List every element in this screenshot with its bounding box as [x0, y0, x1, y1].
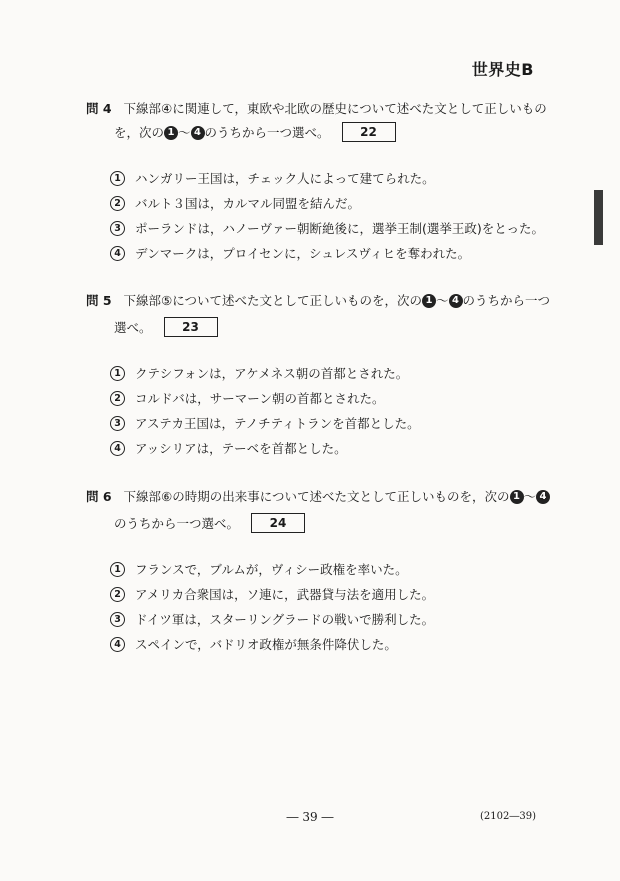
choice-text: バルト３国は，カルマル同盟を結んだ。: [135, 196, 361, 211]
choice-item: [110, 191, 544, 216]
choice-item: [110, 166, 544, 191]
choice-list-q6: [110, 557, 434, 657]
choice-item: [110, 582, 434, 607]
question-label: 問 5: [86, 293, 112, 308]
question-text: のうちから一つ選べ。: [204, 125, 330, 140]
choice-item: [110, 216, 544, 241]
answer-box: 22: [342, 122, 396, 142]
range-separator: ～: [178, 125, 191, 140]
choice-number: 1: [110, 366, 125, 381]
question-text: のうちから一つ選べ。: [114, 516, 240, 531]
choice-number: 1: [110, 562, 125, 577]
choice-item: [110, 386, 420, 411]
choice-item: [110, 436, 420, 461]
question-text: 下線部⑥の時期の出来事について述べた文として正しいものを，次の: [123, 489, 510, 504]
exam-code: (2102―39): [480, 811, 536, 822]
choice-number: 3: [110, 612, 125, 627]
choice-item: [110, 411, 420, 436]
choice-list-q4: [110, 166, 544, 266]
question-4: [86, 97, 556, 145]
choice-text: アメリカ合衆国は，ソ連に，武器貸与法を適用した。: [135, 587, 435, 602]
choice-number: 3: [110, 416, 125, 431]
range-separator: ～: [523, 489, 537, 504]
choice-number: 2: [110, 587, 125, 602]
question-label: 問 6: [86, 489, 112, 504]
choice-text: デンマークは，プロイセンに，シュレスヴィヒを奪われた。: [135, 246, 471, 261]
choice-number: 4: [110, 246, 125, 261]
choice-number: 2: [110, 196, 125, 211]
answer-box: 24: [251, 513, 305, 533]
choice-text: アステカ王国は，テノチティトランを首都とした。: [135, 416, 420, 431]
range-end-number: 4: [449, 294, 463, 308]
choice-item: [110, 632, 434, 657]
range-end-number: 4: [536, 490, 550, 504]
range-separator: ～: [436, 293, 449, 308]
page-number: ― 39 ―: [286, 810, 334, 824]
question-5: [86, 289, 556, 340]
answer-box: 23: [164, 317, 218, 337]
choice-number: 4: [110, 637, 125, 652]
choice-number: 1: [110, 171, 125, 186]
question-label: 問 4: [86, 101, 112, 116]
question-text: 下線部④に関連して，東欧や北欧の歴史について述べた文として正しいもの: [123, 101, 547, 116]
question-text: を，次の: [114, 125, 165, 140]
range-start-number: 1: [164, 126, 178, 140]
choice-text: フランスで，ブルムが，ヴィシー政権を率いた。: [135, 562, 408, 577]
choice-item: [110, 557, 434, 582]
choice-item: [110, 241, 544, 266]
question-text: 下線部⑤について述べた文として正しいものを，次の: [123, 293, 423, 308]
choice-item: [110, 607, 434, 632]
choice-number: 2: [110, 391, 125, 406]
choice-text: ドイツ軍は，スターリングラードの戦いで勝利した。: [135, 612, 435, 627]
choice-number: 3: [110, 221, 125, 236]
choice-text: スペインで，バドリオ政権が無条件降伏した。: [135, 637, 397, 652]
question-text: のうちから一つ: [462, 293, 551, 308]
range-end-number: 4: [191, 126, 205, 140]
choice-text: アッシリアは，テーベを首都とした。: [135, 441, 347, 456]
question-6: [86, 485, 556, 536]
question-text: 選べ。: [114, 320, 152, 335]
index-tab-mark: [594, 190, 603, 245]
choice-text: クテシフォンは，アケメネス朝の首都とされた。: [135, 366, 409, 381]
subject-title: 世界史B: [471, 60, 534, 79]
choice-text: コルドバは，サーマーン朝の首都とされた。: [135, 391, 385, 406]
choice-text: ハンガリー王国は，チェック人によって建てられた。: [135, 171, 435, 186]
choice-number: 4: [110, 441, 125, 456]
choice-list-q5: [110, 361, 420, 461]
range-start-number: 1: [422, 294, 436, 308]
choice-text: ポーランドは，ハノーヴァー朝断絶後に，選挙王制(選挙王政)をとった。: [135, 221, 545, 236]
choice-item: [110, 361, 420, 386]
range-start-number: 1: [510, 490, 524, 504]
